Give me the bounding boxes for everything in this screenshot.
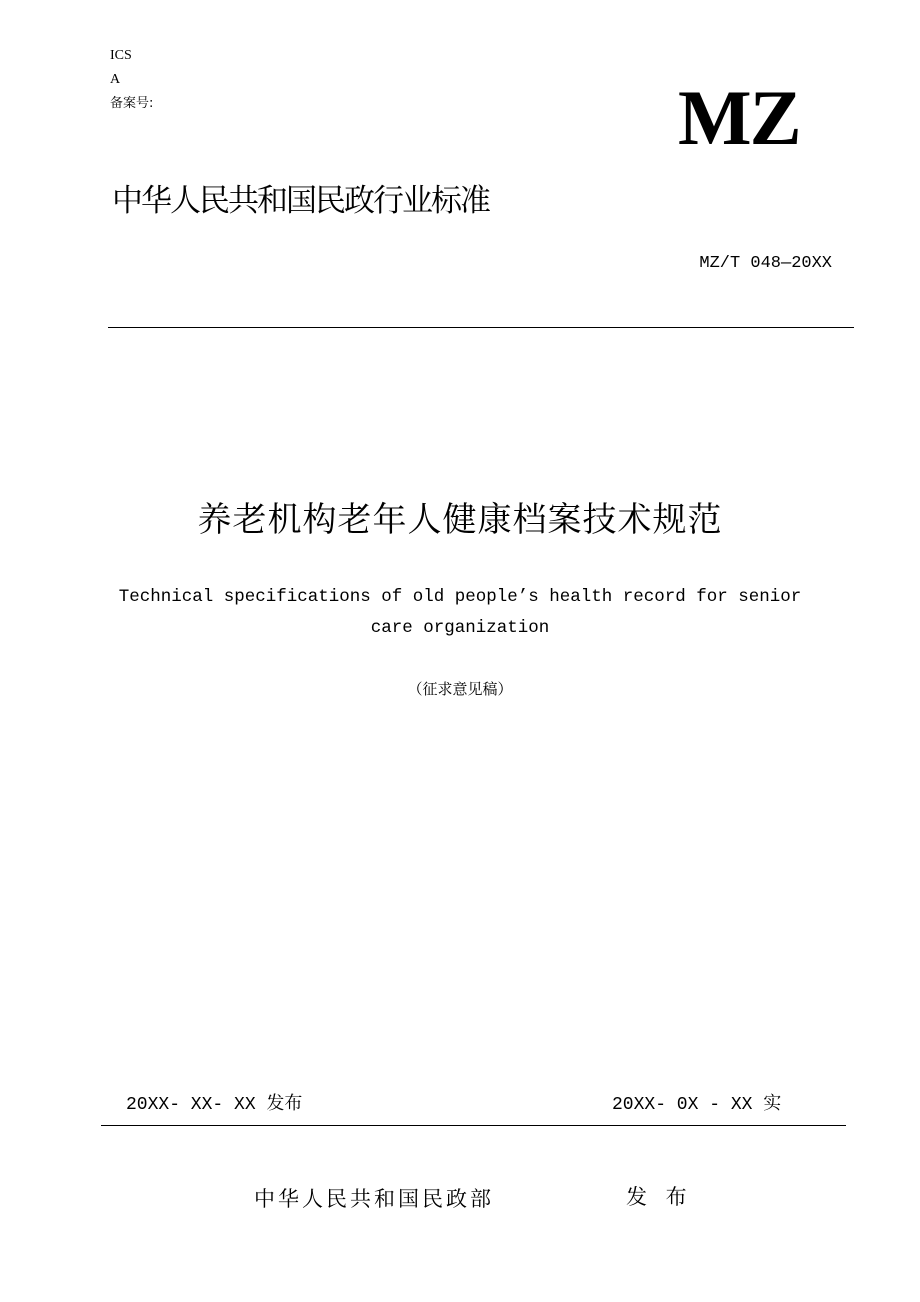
issuer-name: 中华人民共和国民政部 <box>254 1187 494 1211</box>
issuer-action: 发 布 <box>626 1185 693 1209</box>
publish-date: 20XX- XX- XX 发布 <box>126 1095 303 1115</box>
document-title-english-line1: Technical specifications of old people’s health record for senior <box>118 587 802 607</box>
implement-date: 20XX- 0X - XX 实 <box>612 1095 782 1115</box>
header-divider <box>108 327 854 328</box>
draft-note: （征求意见稿） <box>407 680 513 698</box>
footer-divider <box>101 1125 846 1126</box>
mz-logo: MZ <box>678 74 800 161</box>
ics-label: ICS <box>110 48 132 63</box>
document-title-english-line2: care organization <box>370 618 550 638</box>
record-number-label: 备案号: <box>110 96 154 111</box>
document-title-chinese: 养老机构老年人健康档案技术规范 <box>197 500 723 540</box>
classification-label: A <box>110 72 121 87</box>
standard-code: MZ/T 048—20XX <box>699 254 832 273</box>
standard-name: 中华人民共和国民政行业标准 <box>112 183 489 219</box>
